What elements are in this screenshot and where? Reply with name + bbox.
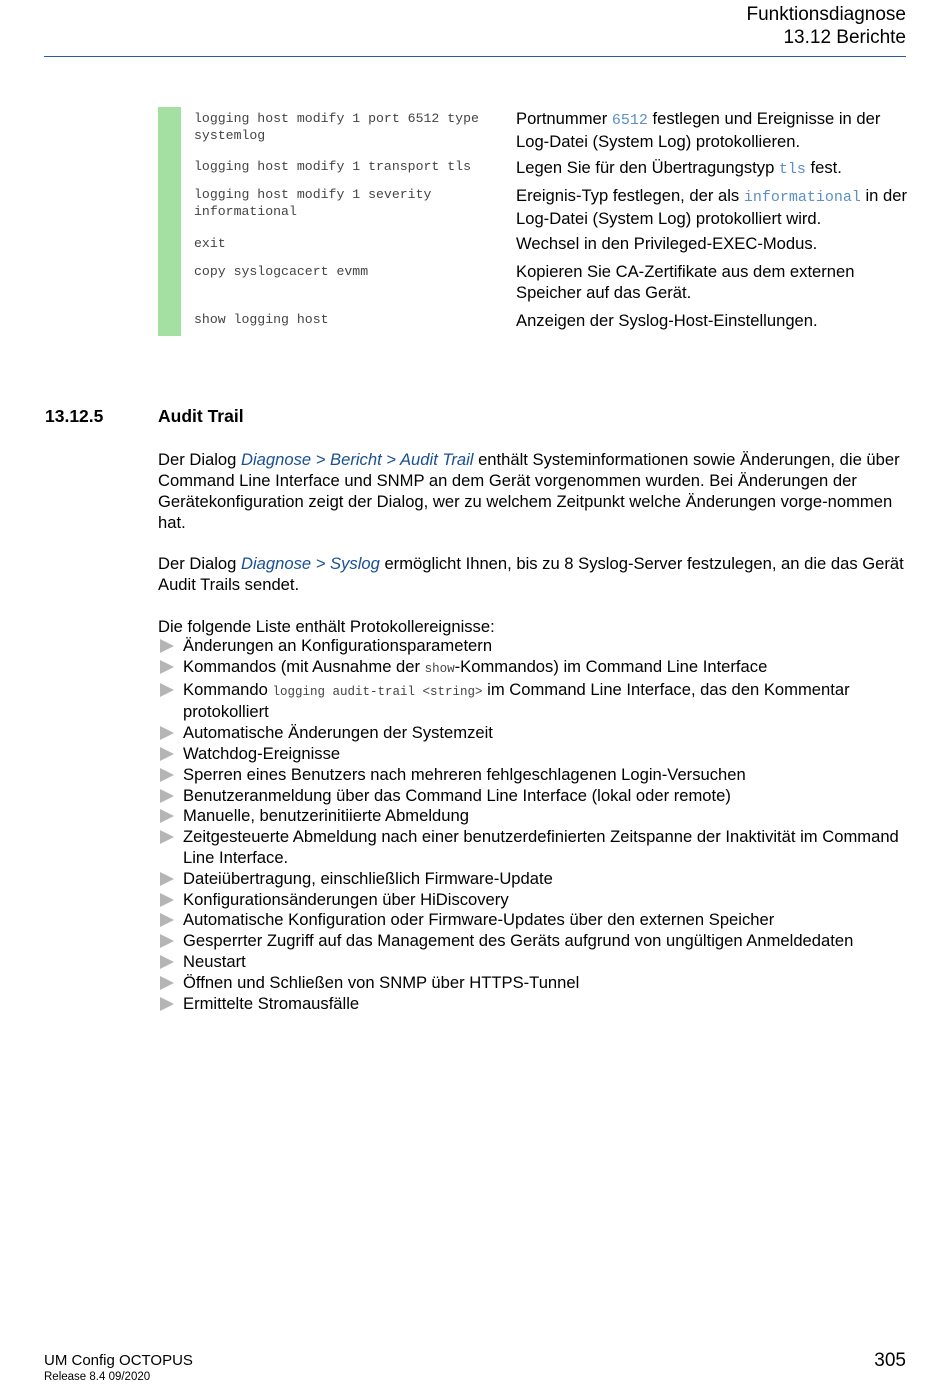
command-description: Wechsel in den Privileged-EXEC-Modus.	[516, 234, 818, 253]
triangle-bullet-icon	[160, 893, 174, 907]
triangle-bullet-icon	[160, 955, 174, 969]
section-number: 13.12.5	[45, 406, 104, 426]
footer-document-title: UM Config OCTOPUS	[44, 1352, 193, 1369]
command-text: logging host modify 1 port 6512 type systemlog	[194, 111, 479, 143]
triangle-bullet-icon	[160, 768, 174, 782]
command-bar	[158, 107, 181, 336]
triangle-bullet-icon	[160, 639, 174, 653]
list-item: Kommando logging audit-trail <string> im Command Line Interface, das den Kommentar protokolliert	[158, 680, 913, 724]
command-description: Portnummer 6512 festlegen und Ereignisse in der Log-Datei (System Log) protokollieren.	[516, 109, 881, 151]
triangle-bullet-icon	[160, 789, 174, 803]
footer-release: Release 8.4 09/2020	[44, 1371, 151, 1383]
command-description: Legen Sie für den Übertragungstyp tls fest.	[516, 158, 842, 178]
triangle-bullet-icon	[160, 809, 174, 823]
list-item: Benutzeranmeldung über das Command Line Interface (lokal oder remote)	[158, 786, 913, 807]
list-item: Neustart	[158, 952, 913, 973]
page-number: 305	[874, 1350, 906, 1371]
list-item: Gesperrter Zugriff auf das Management des Geräts aufgrund von ungültigen Anmeldedaten	[158, 931, 913, 952]
list-intro: Die folgende Liste enthält Protokollereignisse:	[158, 617, 495, 636]
command-text: copy syslogcacert evmm	[194, 264, 369, 279]
command-description: Ereignis-Typ festlegen, der als informational in der Log-Datei (System Log) protokolliert wird.	[516, 186, 907, 228]
triangle-bullet-icon	[160, 872, 174, 886]
triangle-bullet-icon	[160, 830, 174, 844]
list-item: Kommandos (mit Ausnahme der show-Kommandos) im Command Line Interface	[158, 657, 913, 680]
list-item: Ermittelte Stromausfälle	[158, 994, 913, 1015]
command-description: Anzeigen der Syslog-Host-Einstellungen.	[516, 311, 818, 330]
triangle-bullet-icon	[160, 997, 174, 1011]
list-item: Zeitgesteuerte Abmeldung nach einer benutzerdefinierten Zeitspanne der Inaktivität im Command Line Interface.	[158, 827, 913, 869]
list-item: Manuelle, benutzerinitiierte Abmeldung	[158, 806, 913, 827]
header-chapter: Funktionsdiagnose	[746, 4, 906, 25]
paragraph: Der Dialog Diagnose > Syslog ermöglicht Ihnen, bis zu 8 Syslog-Server festzulegen, an die das Gerät Audit Trails sendet.	[158, 554, 904, 594]
list-item: Sperren eines Benutzers nach mehreren fehlgeschlagenen Login-Versuchen	[158, 765, 913, 786]
command-text: exit	[194, 236, 226, 251]
menu-path-link[interactable]: Diagnose > Syslog	[241, 554, 380, 573]
page-header	[747, 3, 907, 49]
page-footer	[44, 1352, 193, 1384]
triangle-bullet-icon	[160, 747, 174, 761]
list-item: Automatische Änderungen der Systemzeit	[158, 723, 913, 744]
command-text: logging host modify 1 transport tls	[194, 159, 471, 174]
header-section: 13.12 Berichte	[783, 27, 906, 48]
command-description: Kopieren Sie CA-Zertifikate aus dem externen Speicher auf das Gerät.	[516, 262, 855, 302]
paragraph: Der Dialog Diagnose > Bericht > Audit Trail enthält Systeminformationen sowie Änderungen, die über Command Line Interface und SNMP an dem Gerät vorgenommen wurden. Bei Änderungen der Gerätekonfiguration zeigt der Dialog, wer zu welchem Zeitpunkt welche Änderungen vorge-nommen hat.	[158, 450, 900, 532]
header-rule	[44, 56, 906, 57]
inline-code: logging audit-trail <string>	[272, 684, 483, 699]
inline-code: tls	[778, 161, 806, 178]
list-item: Öffnen und Schließen von SNMP über HTTPS-Tunnel	[158, 973, 913, 994]
section-title: Audit Trail	[158, 406, 244, 426]
inline-code: show	[424, 661, 455, 676]
inline-code: 6512	[611, 112, 648, 129]
event-list	[158, 636, 913, 1014]
list-item: Dateiübertragung, einschließlich Firmware-Update	[158, 869, 913, 890]
triangle-bullet-icon	[160, 976, 174, 990]
inline-code: informational	[743, 189, 861, 206]
command-text: logging host modify 1 severity informational	[194, 187, 432, 219]
triangle-bullet-icon	[160, 660, 174, 674]
menu-path-link[interactable]: Diagnose > Bericht > Audit Trail	[241, 450, 474, 469]
list-item: Konfigurationsänderungen über HiDiscovery	[158, 890, 913, 911]
triangle-bullet-icon	[160, 683, 174, 697]
list-item: Watchdog-Ereignisse	[158, 744, 913, 765]
list-item: Automatische Konfiguration oder Firmware-Updates über den externen Speicher	[158, 910, 913, 931]
triangle-bullet-icon	[160, 913, 174, 927]
triangle-bullet-icon	[160, 934, 174, 948]
triangle-bullet-icon	[160, 726, 174, 740]
list-item: Änderungen an Konfigurationsparametern	[158, 636, 913, 657]
command-text: show logging host	[194, 312, 329, 327]
